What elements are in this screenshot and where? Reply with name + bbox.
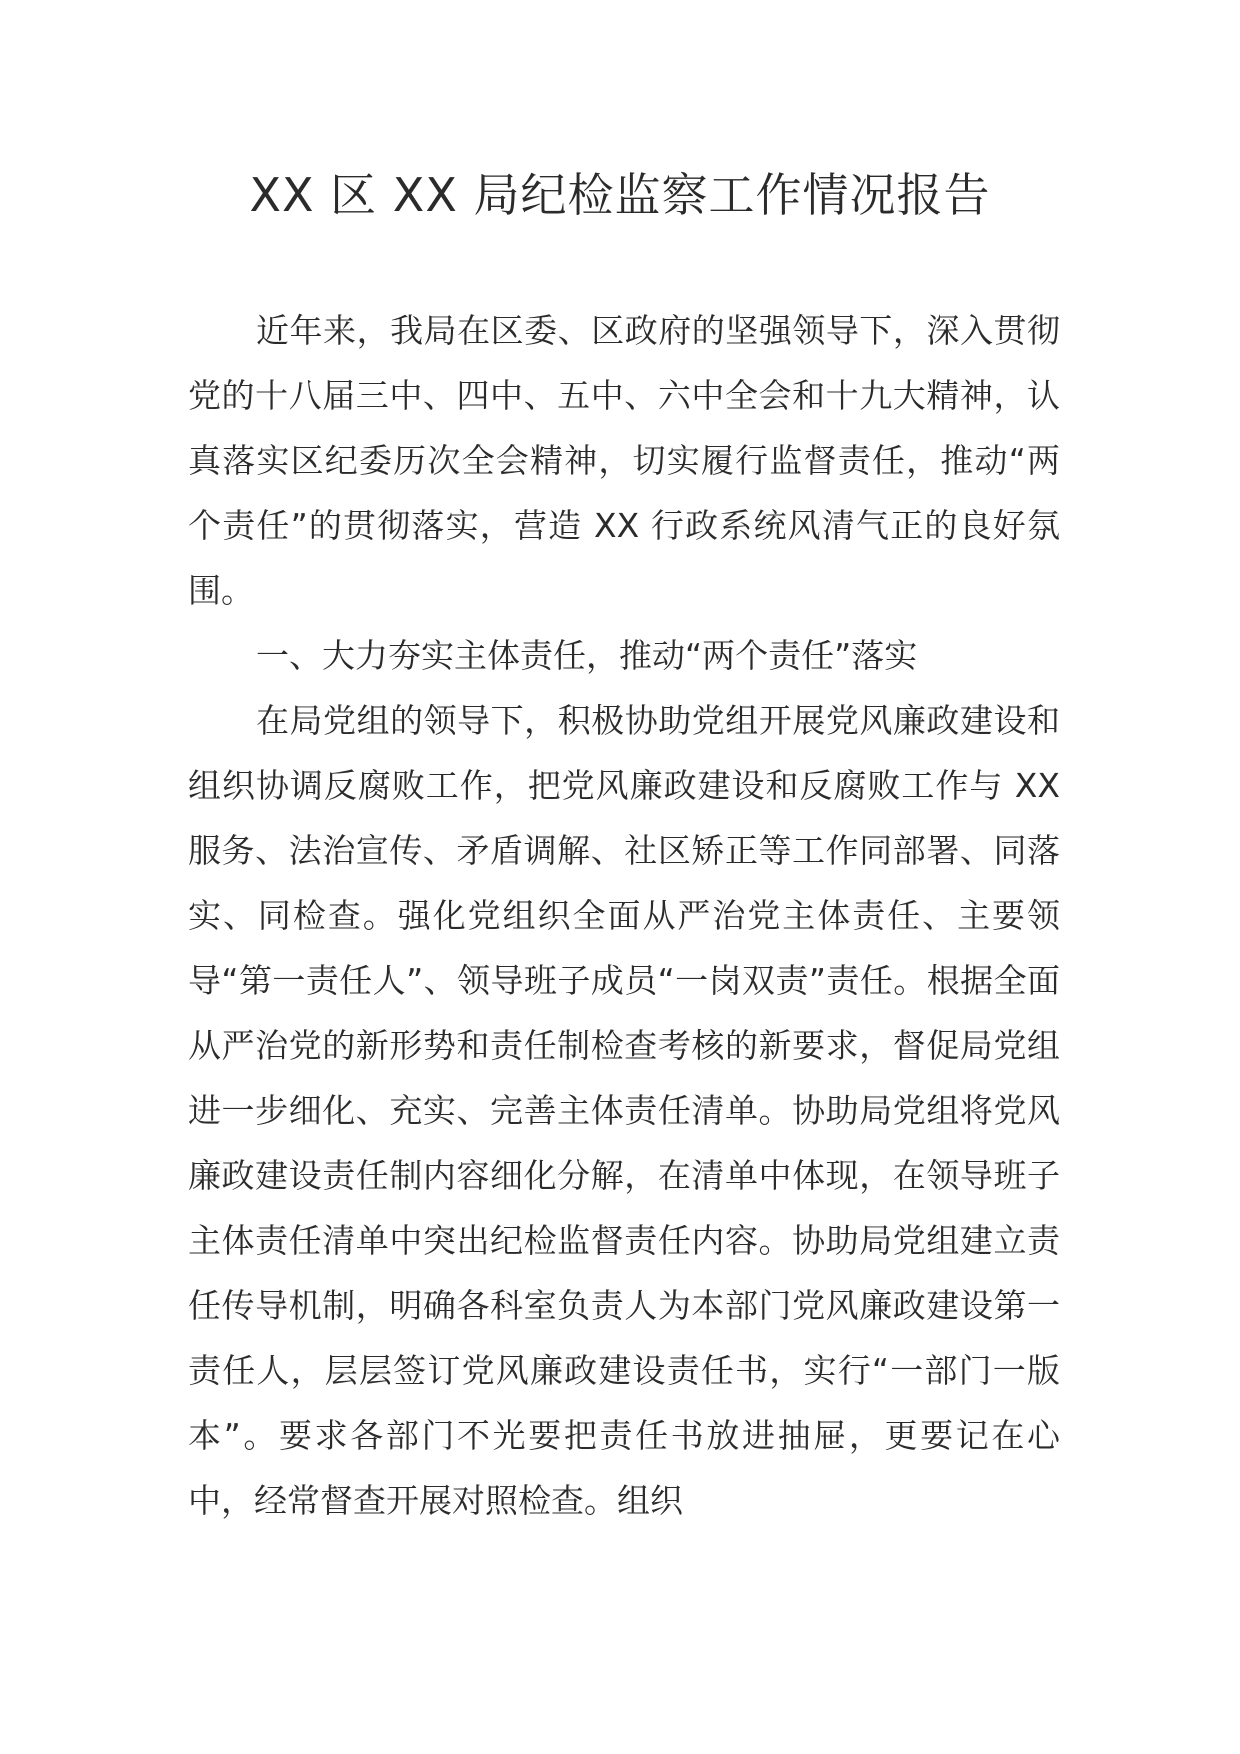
section-heading-1: 一、大力夯实主体责任，推动“两个责任”落实 [256,636,918,675]
intro-paragraph: 近年来，我局在区委、区政府的坚强领导下，深入贯彻党的十八届三中、四中、五中、六中全会和十九大精神，认真落实区纪委历次全会精神，切实履行监督责任，推动“两个责任”的贯彻落实，营造 XX 行政系统风清气正的良好氛围。 [188,311,1060,610]
section-1-paragraph: 在局党组的领导下，积极协助党组开展党风廉政建设和组织协调反腐败工作，把党风廉政建设和反腐败工作与 XX 服务、法治宣传、矛盾调解、社区矫正等工作同部署、同落实、同检查。强化党组织全面从严治党主体责任、主要领导“第一责任人”、领导班子成员“一岗双责”责任。根据全面从严治党的新形势和责任制检查考核的新要求，督促局党组进一步细化、充实、完善主体责任清单。协助局党组将党风廉政建设责任制内容细化分解，在清单中体现，在领导班子主体责任清单中突出纪检监督责任内容。协助局党组建立责任传导机制，明确各科室负责人为本部门党风廉政建设第一责任人，层层签订党风廉政建设责任书，实行“一部门一版本”。要求各部门不光要把责任书放进抽屉，更要记在心中，经常督查开展对照检查。组织 [188,701,1060,1520]
document-title: XX 区 XX 局纪检监察工作情况报告 [249,168,991,222]
document-body [188,298,1060,1533]
